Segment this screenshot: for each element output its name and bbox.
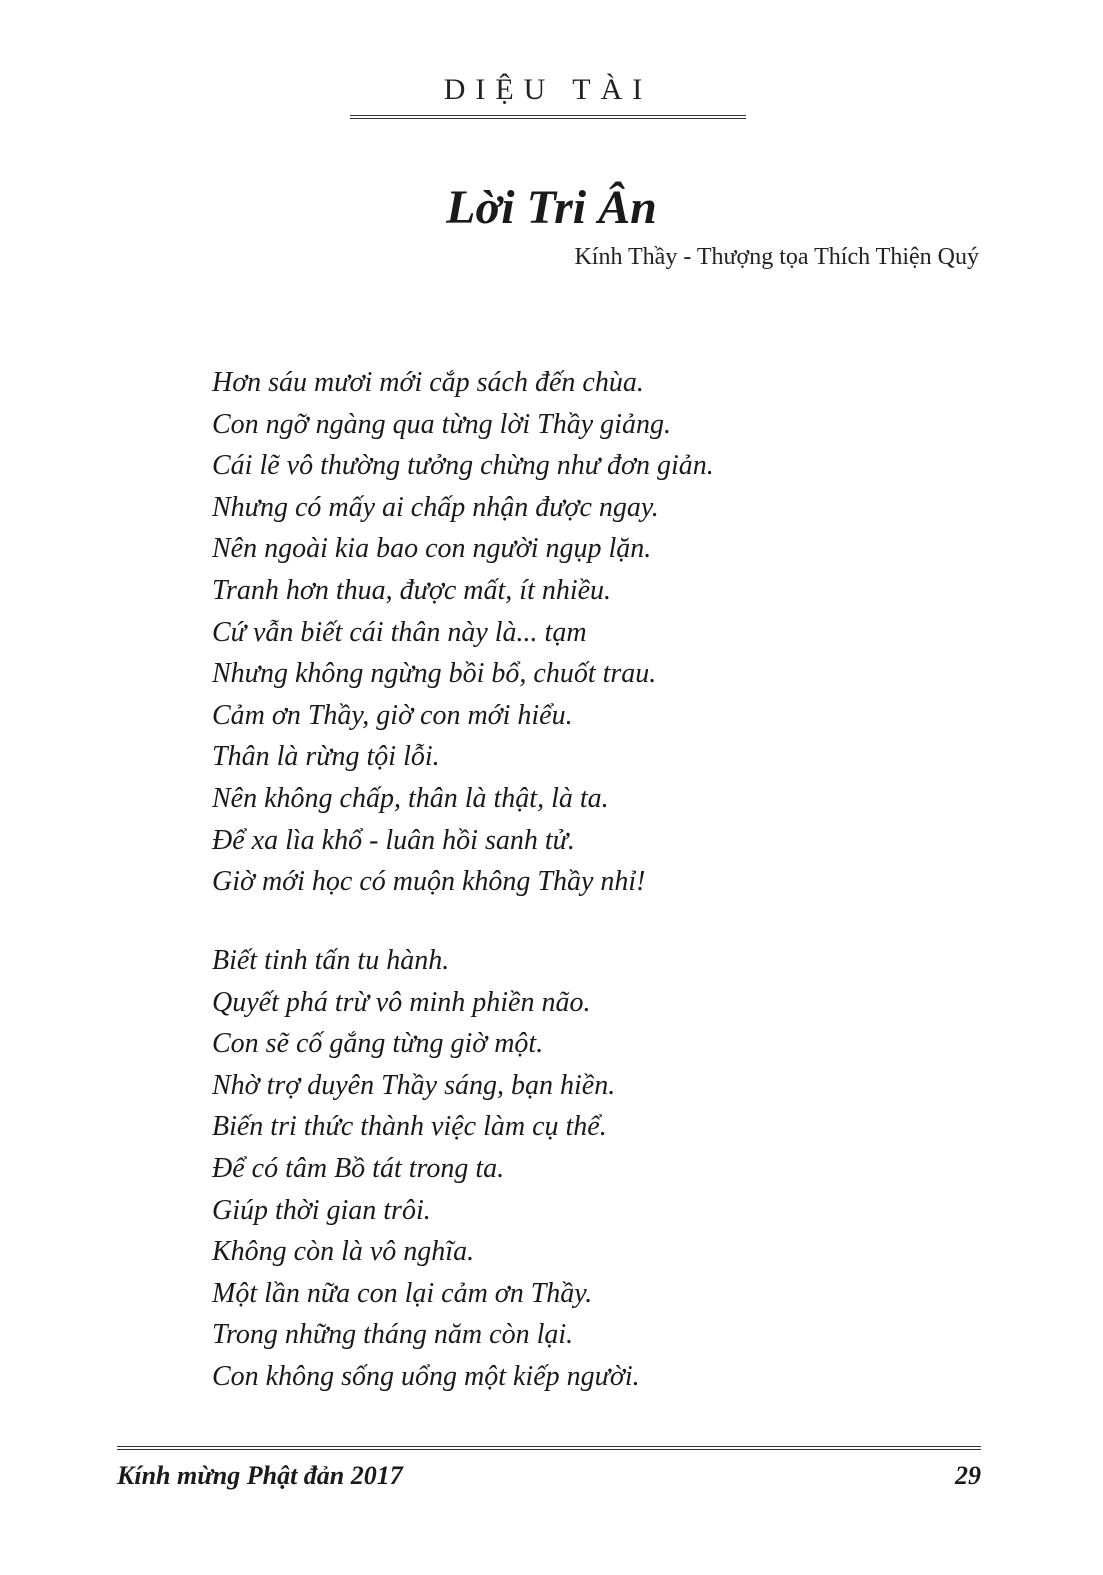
poem-stanza-1 <box>212 362 714 903</box>
footer-publication: Kính mừng Phật đản 2017 <box>117 1461 403 1490</box>
page-number: 29 <box>955 1461 981 1490</box>
verse-line: Nhờ trợ duyên Thầy sáng, bạn hiền. <box>212 1069 616 1101</box>
verse-line: Nên không chấp, thân là thật, là ta. <box>212 782 609 814</box>
verse-line: Con ngỡ ngàng qua từng lời Thầy giảng. <box>212 408 671 440</box>
verse-line: Biến tri thức thành việc làm cụ thể. <box>212 1111 607 1143</box>
verse-line: Để xa lìa khổ - luân hồi sanh tử. <box>212 824 575 856</box>
verse-line: Một lần nữa con lại cảm ơn Thầy. <box>212 1277 593 1309</box>
verse-line: Giờ mới học có muộn không Thầy nhỉ! <box>212 866 646 898</box>
verse-line: Cảm ơn Thầy, giờ con mới hiểu. <box>212 699 573 731</box>
verse-line: Cái lẽ vô thường tưởng chừng như đơn giản. <box>212 450 714 482</box>
poem-stanza-2 <box>212 940 640 1398</box>
verse-line: Nhưng không ngừng bồi bổ, chuốt trau. <box>212 658 657 690</box>
verse-line: Nhưng có mấy ai chấp nhận được ngay. <box>212 491 659 523</box>
verse-line: Cứ vẫn biết cái thân này là... tạm <box>212 616 587 648</box>
verse-line: Trong những tháng năm còn lại. <box>212 1319 574 1351</box>
header-divider <box>350 115 746 119</box>
verse-line: Con không sống uổng một kiếp người. <box>212 1360 640 1392</box>
verse-line: Để có tâm Bồ tát trong ta. <box>212 1152 505 1184</box>
running-header <box>350 70 746 110</box>
verse-line: Tranh hơn thua, được mất, ít nhiều. <box>212 574 612 606</box>
poem-title: Lời Tri Ân <box>446 181 657 234</box>
footer-divider <box>117 1446 981 1450</box>
verse-line: Hơn sáu mươi mới cắp sách đến chùa. <box>212 367 644 398</box>
verse-line: Không còn là vô nghĩa. <box>212 1236 475 1268</box>
verse-line: Thân là rừng tội lỗi. <box>212 741 440 773</box>
section-title: DIỆU TÀI <box>443 73 653 106</box>
verse-line: Nên ngoài kia bao con người ngụp lặn. <box>212 533 652 565</box>
verse-line: Quyết phá trừ vô minh phiền não. <box>212 986 591 1018</box>
verse-line: Giúp thời gian trôi. <box>212 1194 431 1226</box>
poem-dedication: Kính Thầy - Thượng tọa Thích Thiện Quý <box>574 244 979 270</box>
verse-line: Biết tinh tấn tu hành. <box>212 945 450 976</box>
verse-line: Con sẽ cố gắng từng giờ một. <box>212 1028 544 1060</box>
